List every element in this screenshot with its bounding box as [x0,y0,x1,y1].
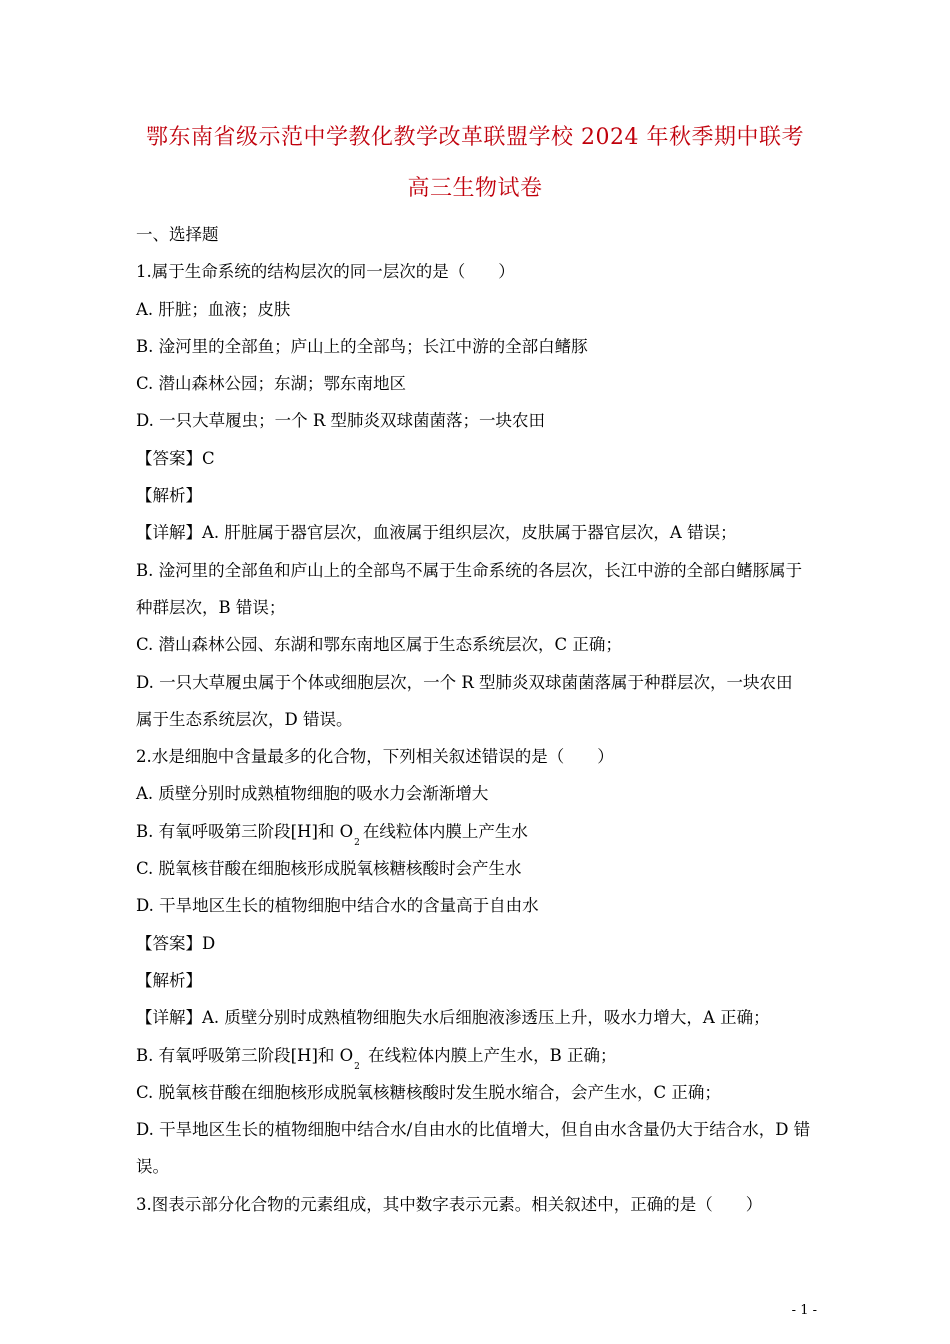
q1-option-b: B. 淦河里的全部鱼；庐山上的全部鸟；长江中游的全部白鳍豚 [136,336,588,356]
q2-option-b-text-end: 在线粒体内膜上产生水 [362,821,528,841]
q2-answer: 【答案】D [136,933,216,953]
exam-title-line2: 高三生物试卷 [407,176,543,201]
q1-option-d: D. 一只大草履虫；一个 R 型肺炎双球菌菌落；一块农田 [136,411,546,431]
exam-title-line1: 鄂东南省级示范中学教化教学改革联盟学校 2024 年秋季期中联考 [146,125,804,150]
section-heading: 一、选择题 [136,225,219,244]
q1-stem: 1.属于生命系统的结构层次的同一层次的是（ ） [136,262,515,282]
q1-option-c: C. 潜山森林公园；东湖；鄂东南地区 [136,374,407,394]
exam-body [136,222,816,1229]
q1-detail-line: B. 淦河里的全部鱼和庐山上的全部鸟不属于生命系统的各层次，长江中游的全部白鳍豚属于 [136,560,803,580]
q1-detail-line: 属于生态系统层次，D 错误。 [136,709,353,729]
subscript-2: 2 [354,1061,360,1072]
q2-option-b [136,819,816,856]
q3-stem: 3.图表示部分化合物的元素组成，其中数字表示元素。相关叙述中，正确的是（ ） [136,1194,763,1214]
q2-analysis-label: 【解析】 [136,970,202,990]
q2-detail-d: D. 干旱地区生长的植物细胞中结合水/自由水的比值增大，但自由水含量仍大于结合水，D 错 [136,1120,811,1140]
q2-option-b-text: B. 有氧呼吸第三阶段[H]和 O [136,821,354,841]
q2-stem: 2.水是细胞中含量最多的化合物，下列相关叙述错误的是（ ） [136,747,614,767]
q2-detail-a: 【详解】A. 质壁分别时成熟植物细胞失水后细胞液渗透压上升，吸水力增大，A 正确； [136,1008,770,1028]
q2-detail-d-cont: 误。 [136,1157,169,1177]
q1-analysis-label: 【解析】 [136,486,202,506]
q1-detail-line: D. 一只大草履虫属于个体或细胞层次，一个 R 型肺炎双球菌菌落属于种群层次，一块农田 [136,672,793,692]
q2-detail-b-text-end: 在线粒体内膜上产生水，B 正确； [362,1045,617,1065]
q2-option-d: D. 干旱地区生长的植物细胞中结合水的含量高于自由水 [136,896,539,916]
q2-detail-b [136,1043,816,1080]
subscript-2: 2 [354,837,360,848]
q1-answer: 【答案】C [136,448,215,468]
q2-detail-c: C. 脱氧核苷酸在细胞核形成脱氧核糖核酸时发生脱水缩合，会产生水，C 正确； [136,1082,721,1102]
q2-option-a: A. 质壁分别时成熟植物细胞的吸水力会渐渐增大 [136,784,489,804]
page-number: - 1 - [791,1303,817,1318]
q2-detail-b-text: B. 有氧呼吸第三阶段[H]和 O [136,1045,354,1065]
q1-option-a: A. 肝脏；血液；皮肤 [136,299,291,319]
q1-detail-line: 【详解】A. 肝脏属于器官层次，血液属于组织层次，皮肤属于器官层次，A 错误； [136,523,737,543]
q2-option-c: C. 脱氧核苷酸在细胞核形成脱氧核糖核酸时会产生水 [136,859,522,879]
q1-detail-line: C. 潜山森林公园、东湖和鄂东南地区属于生态系统层次，C 正确； [136,635,622,655]
q1-detail-line: 种群层次，B 错误； [136,597,286,617]
